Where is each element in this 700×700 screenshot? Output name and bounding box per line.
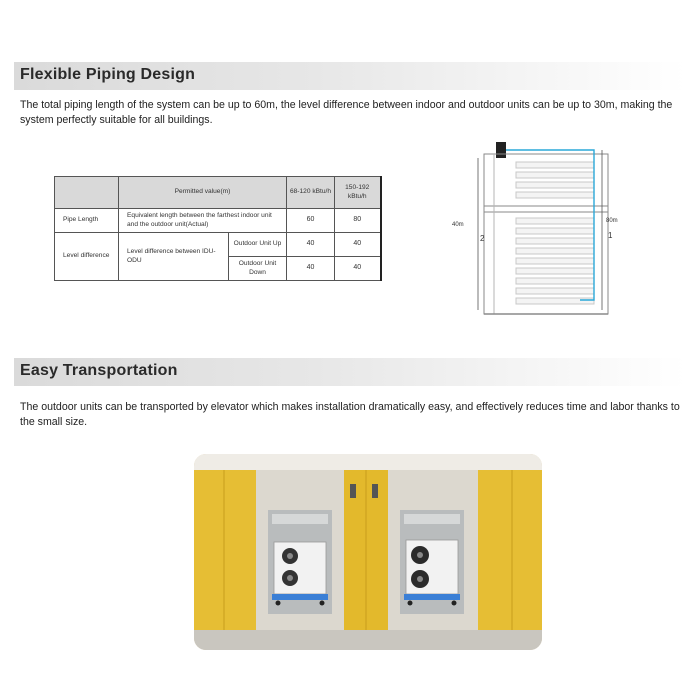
wall-panel bbox=[478, 470, 542, 630]
value-level-down-col2: 40 bbox=[335, 257, 381, 281]
section-title: Easy Transportation bbox=[20, 362, 178, 379]
row-desc-pipe-length: Equivalent length between the farthest indoor unit and the outdoor unit(Actual) bbox=[119, 209, 287, 233]
transport-dolly-right bbox=[404, 594, 460, 600]
row-label-pipe-length: Pipe Length bbox=[55, 209, 119, 233]
outdoor-unit-right bbox=[406, 540, 458, 594]
label-80m: 80m bbox=[606, 218, 618, 224]
section-description: The outdoor units can be transported by elevator which makes installation dramatically easy, and effectively reduces time and labor thanks to the small size. bbox=[20, 401, 680, 428]
transport-dolly-left bbox=[272, 594, 328, 600]
rooftop-outdoor-unit bbox=[496, 142, 506, 158]
table-header-row bbox=[55, 177, 381, 209]
building-floors bbox=[516, 162, 594, 304]
value-level-up-col2: 40 bbox=[335, 233, 381, 257]
value-level-down-col1: 40 bbox=[287, 257, 335, 281]
elevator-call-panel bbox=[350, 484, 356, 498]
table-header-col2: 150-192 kBtu/h bbox=[335, 177, 381, 209]
label-40m: 40m bbox=[452, 222, 464, 228]
row-sublabel-outdoor-down: Outdoor Unit Down bbox=[229, 257, 287, 281]
piping-spec-table bbox=[54, 176, 382, 281]
section-header-piping bbox=[14, 62, 686, 90]
row-sublabel-outdoor-up: Outdoor Unit Up bbox=[229, 233, 287, 257]
table-header-empty bbox=[55, 177, 119, 209]
row-desc-level-difference: Level difference between IDU-ODU bbox=[119, 233, 229, 281]
section-title: Flexible Piping Design bbox=[20, 66, 196, 83]
wall-panel bbox=[194, 470, 256, 630]
value-pipe-length-col1: 60 bbox=[287, 209, 335, 233]
section-description: The total piping length of the system can be up to 60m, the level difference between indoor and outdoor units can be up to 30m, making the system perfectly suitable for all buildings. bbox=[20, 99, 673, 126]
table-header-permitted: Permitted value(m) bbox=[119, 177, 287, 209]
marker-1: 1 bbox=[608, 231, 613, 240]
ceiling bbox=[194, 454, 542, 470]
elevator-call-panel bbox=[372, 484, 378, 498]
value-pipe-length-col2: 80 bbox=[335, 209, 381, 233]
value-level-up-col1: 40 bbox=[287, 233, 335, 257]
table-row-level-up bbox=[55, 233, 381, 257]
section-header-transport bbox=[14, 358, 686, 386]
piping-diagram bbox=[440, 140, 640, 320]
table-row-pipe-length bbox=[55, 209, 381, 233]
floor bbox=[194, 630, 542, 650]
outdoor-unit-left bbox=[274, 542, 326, 594]
elevator-photo bbox=[194, 454, 542, 650]
row-label-level-difference: Level difference bbox=[55, 233, 119, 281]
table-header-col1: 68-120 kBtu/h bbox=[287, 177, 335, 209]
marker-2: 2 bbox=[480, 234, 485, 243]
